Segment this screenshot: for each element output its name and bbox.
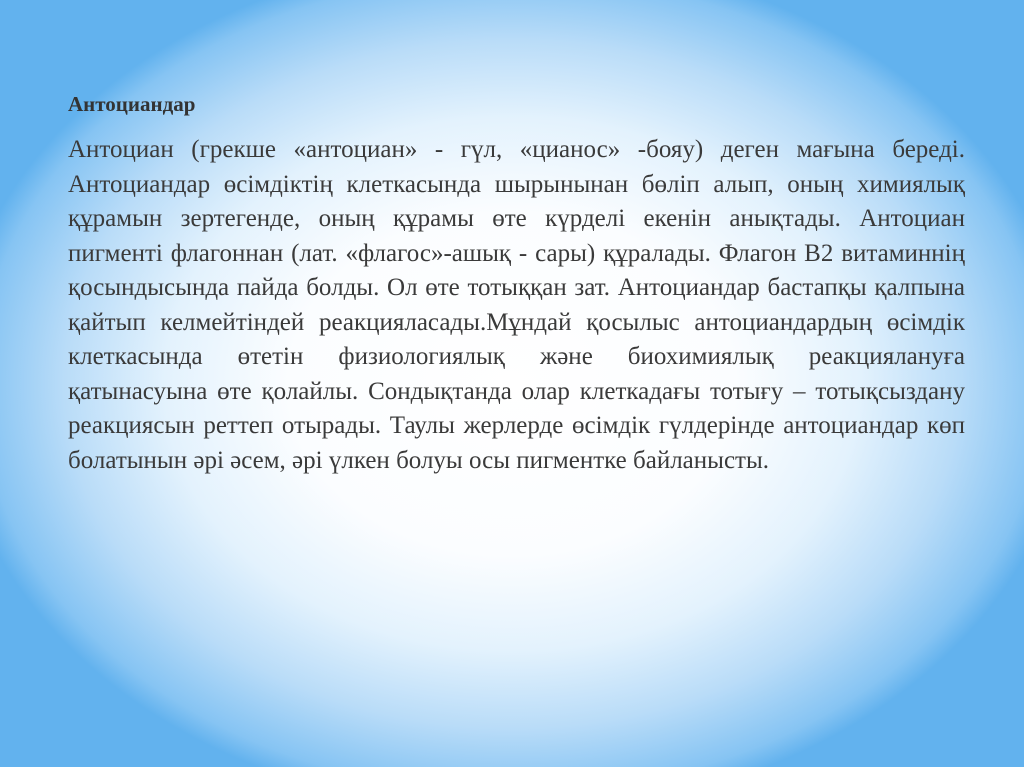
slide-paragraph: Антоциан (грекше «антоциан» - гүл, «цианос» -бояу) деген мағына береді. Антоциандар өсімдіктің клеткасында шырынынан бөліп алып, оның химиялық құрамын зертегенде, оның құрамы өте күрделі екенін анықтады. Антоциан пигменті флагоннан (лат. «флагос»-ашық - сары) құралады. Флагон В2 витаминнің қосындысында пайда болды. Ол өте тотыққан зат. Антоциандар бастапқы қалпына қайтып келмейтіндей реакцияласады.Мұндай қосылыс антоциандардың өсімдік клеткасында өтетін физиологиялық және биохимиялық реакциялануға қатынасуына өте қолайлы. Сондықтанда олар клеткадағы тотығу – тотықсыздану реакциясын реттеп отырады. Таулы жерлерде өсімдік гүлдерінде антоциандар көп болатынын әрі әсем, әрі үлкен болуы осы пигментке байланысты. bbox=[68, 136, 965, 474]
slide-heading: Антоциандар bbox=[68, 92, 196, 116]
